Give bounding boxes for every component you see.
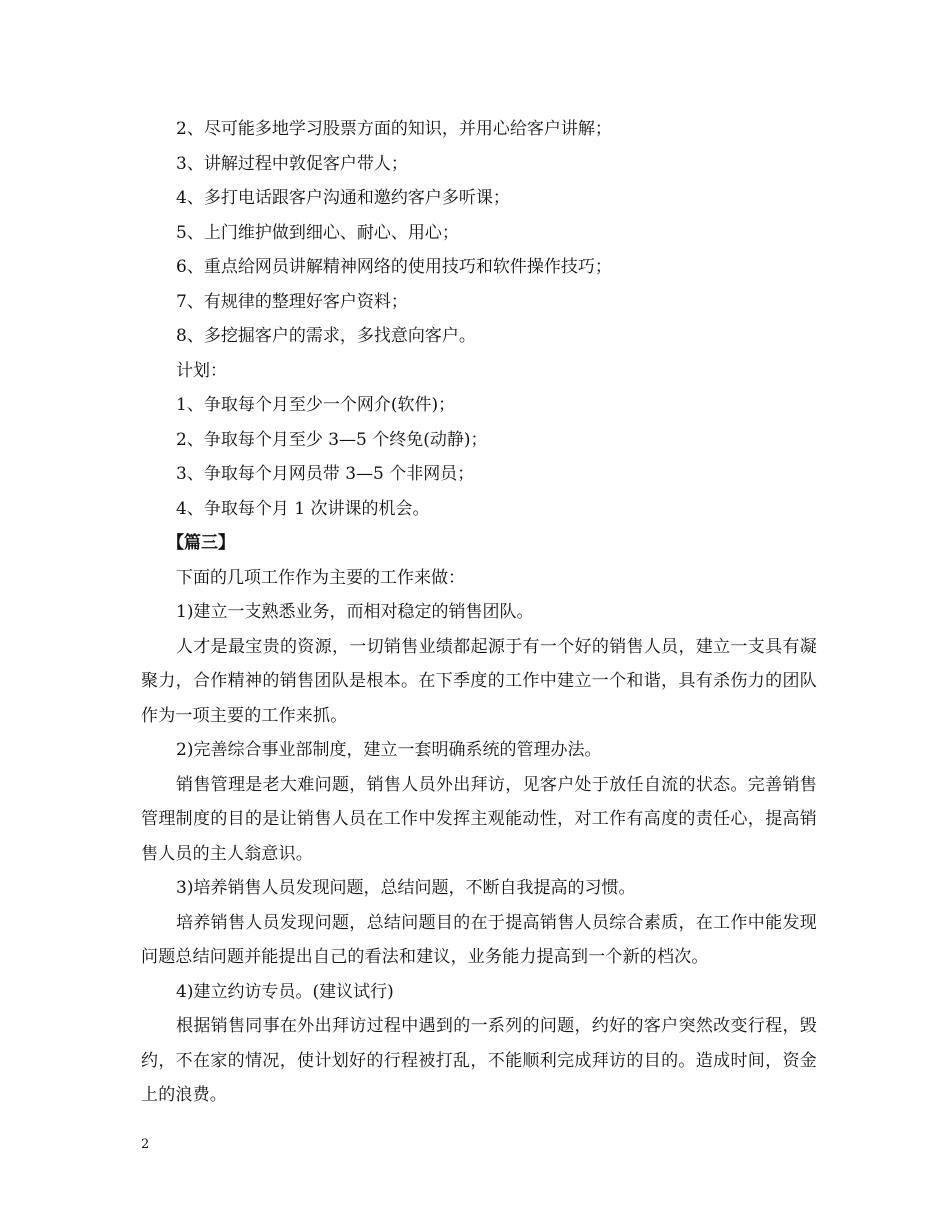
item-title: 4)建立约访专员。(建议试行)	[176, 981, 394, 1002]
list-item: 7、有规律的整理好客户资料；	[176, 291, 408, 312]
list-item: 8、多挖掘客户的需求，多找意向客户。	[176, 326, 476, 346]
item-paragraph: 销售管理是老大难问题，销售人员外出拜访，见客户处于放任自流的状态。完善销售管理制度的目的是让销售人员在工作中发挥主观能动性，对工作有高度的责任心，提高销售人员的主人翁意识。	[141, 774, 817, 864]
list-item: 1、争取每个月至少一个网介(软件)；	[176, 395, 456, 415]
list-item: 5、上门维护做到细心、耐心、用心；	[176, 222, 459, 243]
list-item: 2、尽可能多地学习股票方面的知识，并用心给客户讲解；	[176, 119, 612, 139]
section-heading: 【篇三】	[167, 533, 235, 553]
item-paragraph: 人才是最宝贵的资源，一切销售业绩都起源于有一个好的销售人员，建立一支具有凝聚力，合作精神的销售团队是根本。在下季度的工作中建立一个和谐，具有杀伤力的团队作为一项主要的工作来抓。	[141, 636, 817, 726]
list-item: 3、争取每个月网员带 3—5 个非网员；	[176, 464, 475, 484]
intro-line: 下面的几项工作作为主要的工作来做：	[176, 567, 465, 588]
page-number: 2	[141, 1137, 150, 1152]
plan-label: 计划：	[176, 360, 227, 381]
list-item: 4、多打电话跟客户沟通和邀约客户多听课；	[176, 188, 510, 208]
list-item: 2、争取每个月至少 3—5 个终免(动静)；	[176, 429, 488, 450]
item-paragraph: 根据销售同事在外出拜访过程中遇到的一系列的问题，约好的客户突然改变行程，毁约，不在家的情况，使计划好的行程被打乱，不能顺利完成拜访的目的。造成时间，资金上的浪费。	[141, 1016, 817, 1105]
document-body	[141, 112, 817, 1113]
item-title: 1)建立一支熟悉业务，而相对稳定的销售团队。	[176, 602, 534, 622]
item-title: 3)培养销售人员发现问题，总结问题，不断自我提高的习惯。	[176, 878, 636, 898]
item-title: 2)完善综合事业部制度，建立一套明确系统的管理办法。	[176, 740, 602, 760]
list-item: 6、重点给网员讲解精神网络的使用技巧和软件操作技巧；	[176, 257, 612, 277]
item-paragraph: 培养销售人员发现问题，总结问题目的在于提高销售人员综合素质，在工作中能发现问题总结问题并能提出自己的看法和建议，业务能力提高到一个新的档次。	[141, 912, 817, 967]
list-item: 3、讲解过程中敦促客户带人；	[176, 153, 408, 174]
list-item: 4、争取每个月 1 次讲课的机会。	[176, 498, 430, 519]
